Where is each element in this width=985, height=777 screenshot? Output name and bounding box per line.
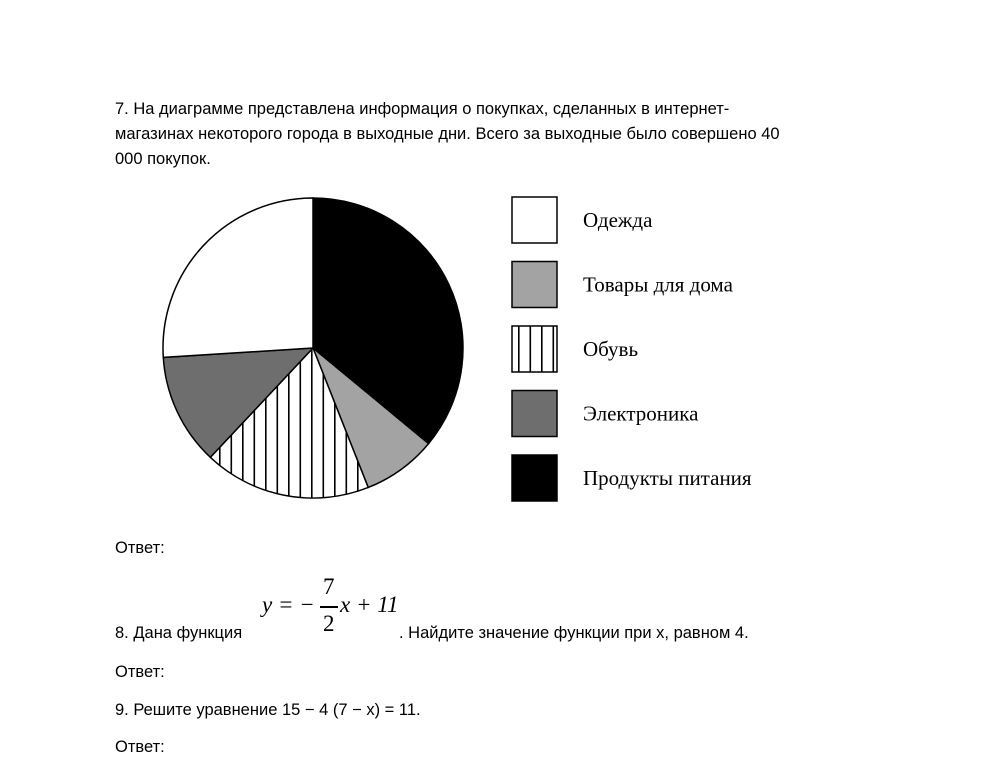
legend-label-1: Одежда: [583, 208, 653, 232]
formula-numerator: 7: [323, 574, 335, 599]
task9-answer-label: Ответ:: [115, 738, 165, 756]
legend-label-4: Электроника: [583, 401, 699, 426]
task7-line2: магазинах некоторого города в выходные дни. Всего за выходные было совершено 40: [115, 125, 780, 143]
pie-slice-1: [163, 198, 313, 357]
formula-denominator: 2: [323, 611, 335, 636]
legend-swatch-2: [512, 262, 557, 308]
pie-chart: [150, 185, 810, 515]
legend-label-5: Продукты питания: [583, 466, 752, 490]
task9-question: 9. Решите уравнение 15 − 4 (7 − x) = 11.: [115, 701, 421, 719]
formula-rhs: x + 11: [340, 592, 399, 617]
legend-label-3: Обувь: [583, 337, 639, 361]
task7-question: [115, 97, 875, 172]
task8-prefix: 8. Дана функция: [115, 624, 243, 642]
legend-swatch-5: [512, 455, 557, 501]
formula-lhs: y = −: [262, 592, 315, 617]
task7-line3: 000 покупок.: [115, 150, 211, 168]
legend-swatch-1: [512, 197, 557, 243]
legend-swatch-3: [512, 326, 557, 372]
formula-fraction-bar: [320, 606, 338, 608]
task7-line1: 7. На диаграмме представлена информация о покупках, сделанных в интернет-: [115, 100, 730, 118]
task7-answer-label: Ответ:: [115, 539, 165, 557]
legend-label-2: Товары для дома: [583, 272, 733, 297]
legend-swatch-4: [512, 391, 557, 437]
task8-answer-label: Ответ:: [115, 663, 165, 681]
task8-suffix: . Найдите значение функции при x, равном 4.: [399, 624, 749, 642]
